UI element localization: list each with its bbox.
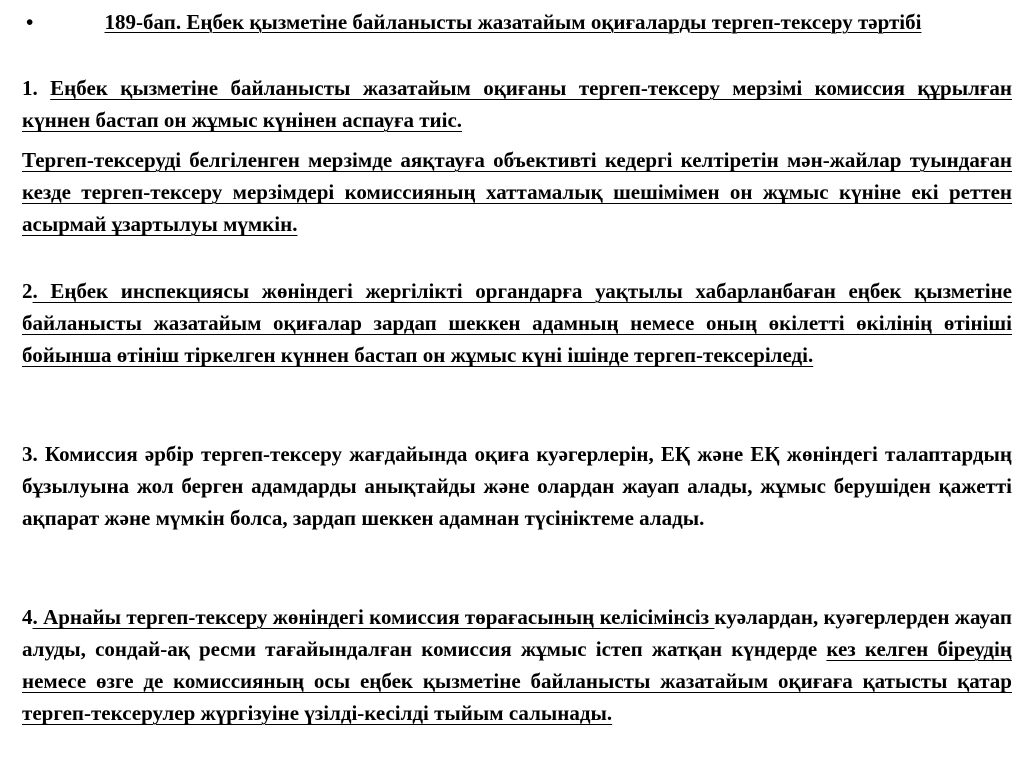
paragraph-1b-text: Тергеп-тексеруді белгіленген мерзімде аяқтауға объективті кедергі келтіретін мән-жайлар туындаған кезде тергеп-тексеру мерзімдері комиссияның хаттамалық шешімімен он жұмыс күніне екі реттен асырмай ұзартылуы мүмкін.	[22, 148, 1012, 236]
paragraph-4	[22, 601, 1012, 729]
paragraph-3-text: . Комиссия әрбір тергеп-тексеру жағдайында оқиға куәгерлерін, ЕҚ және ЕҚ жөніндегі талаптардың бұзылуына жол берген адамдарды анықтайды және олардан жауап алады, жұмыс берушіден қажетті ақпарат және мүмкін болса, зардап шеккен адамнан түсініктеме алады.	[22, 442, 1012, 530]
paragraph-2-number: 2	[22, 279, 33, 303]
paragraph-3-number: 3	[22, 442, 33, 466]
paragraph-4-underlined-a: . Арнайы тергеп-тексеру жөніндегі комиссия төрағасының келісімінсіз	[32, 605, 715, 629]
bullet-icon: •	[26, 10, 34, 34]
title-text: 189-бап. Еңбек қызметіне байланысты жазатайым оқиғаларды тергеп-тексеру тәртібі	[104, 10, 922, 34]
paragraph-4-number: 4	[22, 605, 33, 629]
paragraph-4-plain: куәлардан, куәгерлерден жауап алуды, сондай-ақ ресми тағайындалған комиссия жұмыс істеп жатқан күндерде	[22, 605, 1012, 661]
paragraph-2-text: . Еңбек инспекциясы жөніндегі жергілікті органдарға уақтылы хабарланбаған еңбек қызметіне байланысты жазатайым оқиғалар зардап шеккен адамның немесе оның өкілетті өкілінің өтініші бойынша өтініш тіркелген күннен бастап он жұмыс күні ішінде тергеп-тексеріледі.	[22, 279, 1012, 367]
paragraph-1-text: Еңбек қызметіне байланысты жазатайым оқиғаны тергеп-тексеру мерзімі комиссия құрылған күннен бастап он жұмыс күнінен аспауға тиіс.	[22, 76, 1013, 132]
paragraph-3	[22, 438, 1012, 534]
paragraph-2	[22, 275, 1012, 371]
paragraph-1	[22, 72, 1012, 136]
paragraph-1b	[22, 144, 1012, 240]
paragraph-4-underlined-b: кез келген біреудің немесе өзге де комиссияның осы еңбек қызметіне байланысты жазатайым оқиғаға қатысты қатар тергеп-тексерулер жүргізуіне үзілді-кесілді тыйым салынады.	[22, 637, 1012, 725]
slide-title	[18, 8, 1008, 36]
paragraph-1-number: 1.	[22, 76, 38, 100]
